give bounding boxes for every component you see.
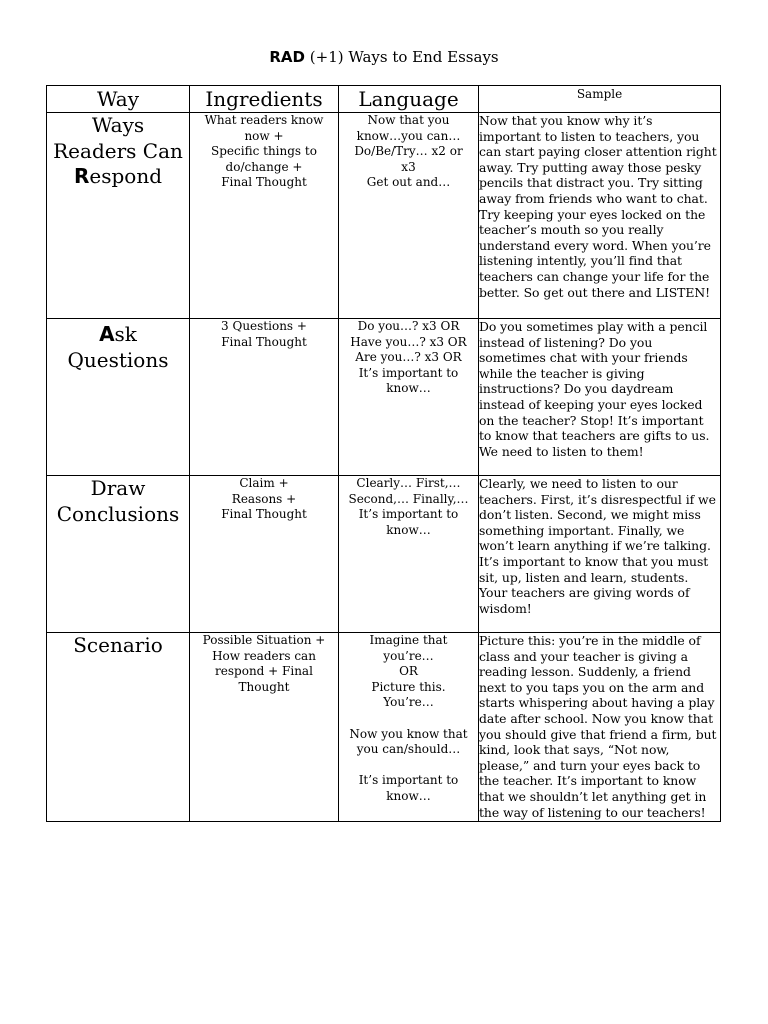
way-cell xyxy=(47,476,190,633)
way-label-rest: espond xyxy=(89,164,163,188)
sample-cell: Now that you know why it’s important to listen to teachers, you can start paying closer attention right away. Try putting away those pesky pencils that distract you. Try sitting away from friends who want to chat. Try keeping your eyes locked on the teacher’s mouth so you really understand every word. When you’re listening intently, you’ll find that teachers can change your life for the better. So get out there and LISTEN! xyxy=(479,113,721,319)
language-cell: Now that you know…you can… Do/Be/Try… x2 or x3 Get out and… xyxy=(339,113,479,319)
way-label-line: Draw xyxy=(90,476,146,500)
way-label-line: Readers Can xyxy=(53,138,183,163)
header-language: Language xyxy=(339,86,479,113)
table-row xyxy=(47,319,721,476)
ingredients-cell: Claim + Reasons + Final Thought xyxy=(190,476,339,633)
header-sample: Sample xyxy=(479,86,721,113)
essay-endings-table xyxy=(46,85,721,822)
sample-cell: Do you sometimes play with a pencil instead of listening? Do you sometimes chat with your friends while the teacher is giving instructions? Do you daydream instead of keeping your eyes locked on the teacher? Stop! It’s important to know that teachers are gifts to us. We need to listen to them! xyxy=(479,319,721,476)
language-cell: Do you…? x3 OR Have you…? x3 OR Are you…? x3 OR It’s important to know… xyxy=(339,319,479,476)
ingredients-cell: 3 Questions + Final Thought xyxy=(190,319,339,476)
table-row xyxy=(47,633,721,822)
way-label-line xyxy=(47,322,189,348)
page-title xyxy=(0,48,768,66)
way-label-line: Questions xyxy=(67,347,169,372)
table-row xyxy=(47,476,721,633)
title-text: (+1) Ways to End Essays xyxy=(305,48,499,66)
way-label-rest: sk xyxy=(114,322,137,346)
way-initial: A xyxy=(99,322,115,346)
language-cell: Clearly… First,… Second,… Finally,… It’s important to know… xyxy=(339,476,479,633)
title-acronym: RAD xyxy=(269,48,305,66)
way-label-line xyxy=(47,164,189,190)
header-row xyxy=(47,86,721,113)
table-row xyxy=(47,113,721,319)
way-cell xyxy=(47,633,190,822)
way-initial: R xyxy=(73,164,90,188)
header-way: Way xyxy=(47,86,190,113)
header-ingredients: Ingredients xyxy=(190,86,339,113)
way-label-line: Conclusions xyxy=(56,501,180,526)
sample-cell: Picture this: you’re in the middle of class and your teacher is giving a reading lesson. Suddenly, a friend next to you taps you on the arm and starts whispering about having a play date after school. Now you know that you should give that friend a firm, but kind, look that says, “Not now, please,” and turn your eyes back to the teacher. It’s important to know that we shouldn’t let anything get in the way of listening to our teachers! xyxy=(479,633,721,822)
language-cell: Imagine that you’re… OR Picture this. You’re… Now you know that you can/should… It’s important to know… xyxy=(339,633,479,822)
way-cell xyxy=(47,113,190,319)
way-label-line: Scenario xyxy=(73,633,163,657)
way-label-line: Ways xyxy=(91,113,145,137)
ingredients-cell: What readers know now + Specific things to do/change + Final Thought xyxy=(190,113,339,319)
ingredients-cell: Possible Situation + How readers can respond + Final Thought xyxy=(190,633,339,822)
sample-cell: Clearly, we need to listen to our teachers. First, it’s disrespectful if we don’t listen. Second, we might miss something important. Finally, we won’t learn anything if we’re talking. It’s important to know that you must sit, up, listen and learn, students. Your teachers are giving words of wisdom! xyxy=(479,476,721,633)
way-cell xyxy=(47,319,190,476)
